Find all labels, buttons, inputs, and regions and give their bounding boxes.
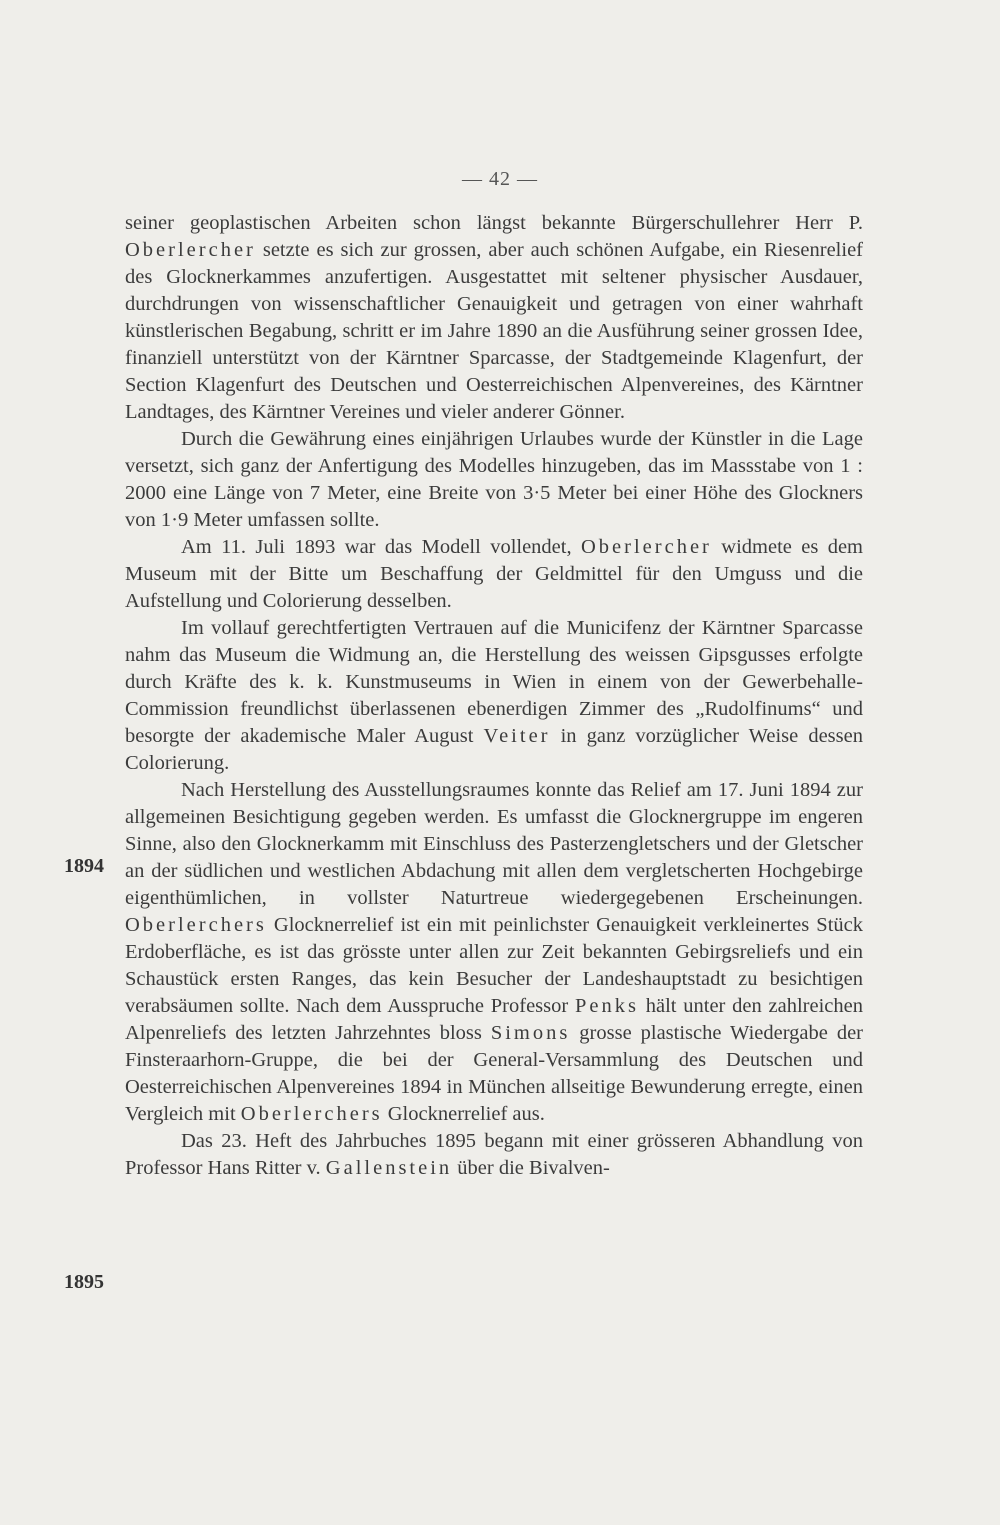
name-oberlercher: Oberlercher bbox=[581, 536, 712, 558]
text-run: Glocknerrelief ist ein mit peinlichster Genauigkeit verkleinertes Stück Erdoberfläche, es ist das grösste unter allen zur Zeit bekannten Gebirgsreliefs und ein Schaustück ersten Ranges, das kein Besucher der Landeshauptstadt zu besichtigen verabsäumen sollte. Nach dem Ausspruche Professor bbox=[125, 914, 863, 1017]
paragraph-4 bbox=[125, 615, 863, 777]
name-oberlercher: Oberlercher bbox=[125, 239, 256, 261]
text-run: seiner geoplastischen Arbeiten schon längst bekannte Bürgerschullehrer Herr P. bbox=[125, 212, 863, 234]
paragraph-2 bbox=[125, 426, 863, 534]
text-run: über die Bivalven- bbox=[452, 1157, 610, 1179]
text-run: in ganz vorzüglicher Weise dessen Colorierung. bbox=[125, 725, 863, 774]
name-simons: Simons bbox=[490, 1022, 571, 1044]
text-run: Am 11. Juli 1893 war das Modell vollendet, bbox=[181, 536, 581, 558]
name-oberlerchers: Oberlerchers bbox=[240, 1103, 383, 1125]
margin-note-year-1894: 1894 bbox=[64, 855, 104, 877]
paragraph-5 bbox=[125, 777, 863, 1128]
text-run: Im vollauf gerechtfertigten Vertrauen auf die Municifenz der Kärntner Sparcasse nahm das Museum die Widmung an, die Herstellung des weissen Gipsgusses erfolgte durch Kräfte des k. k. Kunstmuseums in Wien in einem von der Gewerbehalle-Commission freundlichst überlassenen ebenerdigen Zimmer des „Rudolfinums“ und besorgte der akademische Maler August bbox=[125, 617, 863, 747]
text-run: grosse plastische Wiedergabe der Finsteraarhorn-Gruppe, die bei der General-Versammlung des Deutschen und Oesterreichischen Alpenvereines 1894 in München allseitige Bewunderung erregte, einen Vergleich mit bbox=[125, 1022, 863, 1125]
text-run: hält unter den zahlreichen Alpenreliefs des letzten Jahrzehntes bloss bbox=[125, 995, 863, 1044]
paragraph-6 bbox=[125, 1128, 863, 1182]
paragraph-3 bbox=[125, 534, 863, 615]
text-run: Durch die Gewährung eines einjährigen Urlaubes wurde der Künstler in die Lage versetzt, sich ganz der Anfertigung des Modelles hinzugeben, das im Massstabe von 1 : 2000 eine Länge von 7 Meter, eine Breite von 3·5 Meter bei einer Höhe des Glockners von 1·9 Meter umfassen sollte. bbox=[125, 428, 863, 531]
page-number: — 42 — bbox=[462, 168, 538, 190]
name-veiter: Veiter bbox=[483, 725, 551, 747]
text-run: setzte es sich zur grossen, aber auch schönen Aufgabe, ein Riesenrelief des Glocknerkammes anzufertigen. Ausgestattet mit seltener physischer Ausdauer, durchdrungen von wissenschaftlicher Genauigkeit und getragen von einer wahrhaft künstlerischen Begabung, schritt er im Jahre 1890 an die Ausführung seiner grossen Idee, finanziell unterstützt von der Kärntner Sparcasse, der Stadtgemeinde Klagenfurt, der Section Klagenfurt des Deutschen und Oesterreichischen Alpenvereines, des Kärntner Landtages, des Kärntner Vereines und vieler anderer Gönner. bbox=[125, 239, 863, 423]
margin-note-year-1895: 1895 bbox=[64, 1271, 104, 1293]
name-penks: Penks bbox=[574, 995, 639, 1017]
text-run: Nach Herstellung des Ausstellungsraumes konnte das Relief am 17. Juni 1894 zur allgemeinen Besichtigung gegeben werden. Es umfasst die Glocknergruppe im engeren Sinne, also den Glocknerkamm mit Einschluss des Pasterzengletschers und der Gletscher an der südlichen und westlichen Abdachung mit allen dem vergletscherten Hochgebirge eigenthümlichen, in vollster Naturtreue wiedergegebenen Erscheinungen. bbox=[125, 779, 863, 909]
text-run: Glocknerrelief aus. bbox=[382, 1103, 545, 1125]
body-text bbox=[125, 210, 863, 1182]
paragraph-1 bbox=[125, 210, 863, 426]
text-run: widmete es dem Museum mit der Bitte um Beschaffung der Geldmittel für den Umguss und die Aufstellung und Colorierung desselben. bbox=[125, 536, 864, 612]
name-gallenstein: Gallenstein bbox=[325, 1157, 453, 1179]
text-run: Das 23. Heft des Jahrbuches 1895 begann mit einer grösseren Abhandlung von Professor Hans Ritter v. bbox=[125, 1130, 863, 1179]
name-oberlerchers: Oberlerchers bbox=[125, 914, 267, 936]
